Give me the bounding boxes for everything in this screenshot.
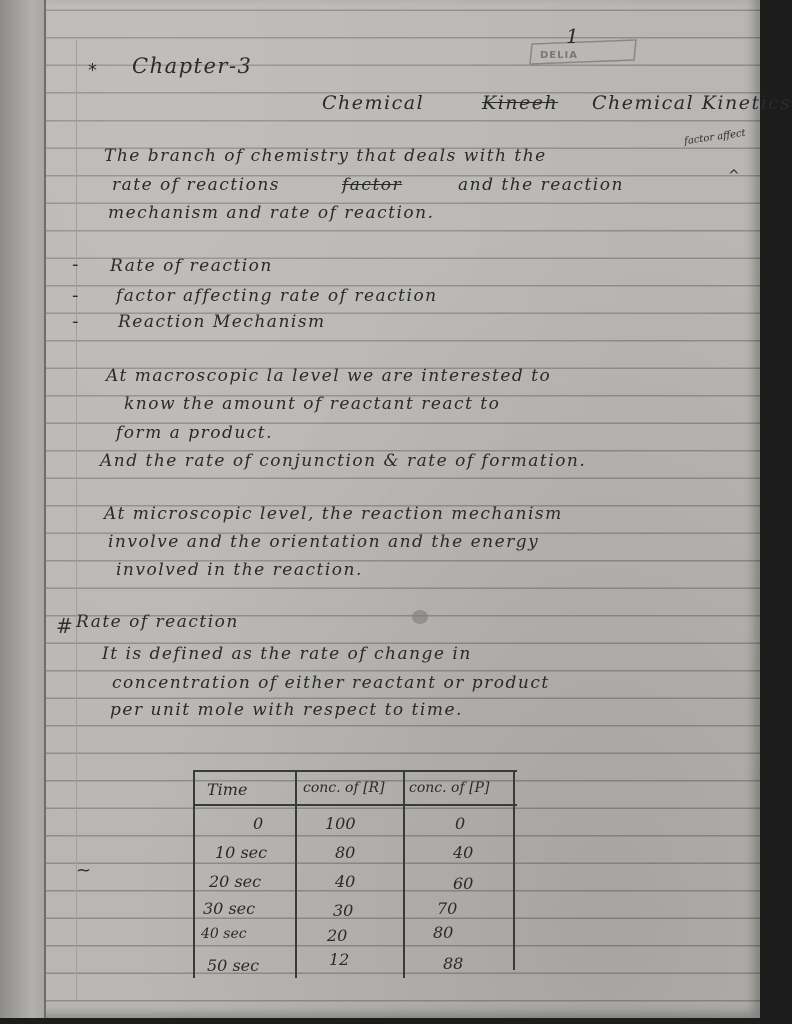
table-cell: 30 bbox=[333, 901, 354, 920]
table-cell: 60 bbox=[453, 874, 474, 893]
table-cell: 80 bbox=[335, 843, 356, 862]
table-cell: 50 sec bbox=[207, 956, 260, 975]
microscopic-line-1: At microscopic level, the reaction mechanism bbox=[104, 504, 563, 524]
section-hash-mark: # bbox=[56, 614, 73, 638]
microscopic-line-3: involved in the reaction. bbox=[116, 560, 363, 580]
title-struck: Kineeh bbox=[482, 92, 559, 114]
rate-definition-line-1: It is defined as the rate of change in bbox=[102, 644, 472, 664]
table-cell: 20 bbox=[327, 926, 348, 945]
page-title: Chemical Kinetics bbox=[592, 92, 792, 114]
topic-bullet: - bbox=[72, 254, 79, 275]
topic-bullet: - bbox=[72, 285, 79, 306]
table-column-divider bbox=[295, 770, 297, 978]
title-prefix: Chemical bbox=[322, 92, 425, 114]
macroscopic-line-4: And the rate of conjunction & rate of formation. bbox=[100, 451, 587, 471]
topic-item-mechanism: Reaction Mechanism bbox=[118, 312, 326, 332]
table-cell: 70 bbox=[437, 899, 458, 918]
table-cell: 40 bbox=[453, 843, 474, 862]
table-header-time: Time bbox=[207, 780, 248, 799]
spine-line bbox=[44, 0, 46, 1018]
topic-item-factors: factor affecting rate of reaction bbox=[116, 286, 438, 306]
macroscopic-line-1: At macroscopic la level we are interested to bbox=[106, 366, 552, 386]
chapter-heading: Chapter-3 bbox=[132, 54, 253, 78]
rate-definition-line-2: concentration of either reactant or product bbox=[112, 673, 550, 693]
table-column-divider bbox=[403, 770, 405, 978]
table-cell: 30 sec bbox=[203, 899, 256, 918]
table-header-reactant: conc. of [R] bbox=[303, 780, 385, 796]
definition-line-2b: and the reaction bbox=[458, 175, 624, 195]
logo-text: DELIA bbox=[540, 50, 578, 61]
table-cell: 0 bbox=[455, 814, 466, 833]
table-header-divider bbox=[193, 804, 517, 806]
margin-line bbox=[76, 40, 77, 1000]
topic-bullet: - bbox=[72, 311, 79, 332]
table-header-product: conc. of [P] bbox=[409, 780, 490, 796]
insert-note: factor affect bbox=[683, 127, 747, 148]
side-mark: ~ bbox=[76, 860, 92, 881]
table-cell: 80 bbox=[433, 923, 454, 942]
section-heading: Rate of reaction bbox=[76, 612, 239, 632]
rate-definition-line-3: per unit mole with respect to time. bbox=[110, 700, 463, 720]
table-cell: 88 bbox=[443, 954, 464, 973]
notebook-logo bbox=[524, 24, 642, 70]
table-cell: 100 bbox=[325, 814, 356, 833]
page-number: 1 bbox=[566, 24, 579, 48]
ink-smudge bbox=[412, 610, 428, 624]
table-right-border bbox=[513, 770, 515, 970]
definition-line-2-struck: factor bbox=[342, 175, 403, 195]
table-top-border bbox=[193, 770, 517, 772]
macroscopic-line-2: know the amount of reactant react to bbox=[124, 394, 501, 414]
table-cell: 40 sec bbox=[201, 926, 247, 942]
star-mark: * bbox=[88, 60, 97, 81]
definition-line-1: The branch of chemistry that deals with the bbox=[104, 146, 547, 166]
notebook-spine bbox=[0, 0, 46, 1018]
table-left-border bbox=[193, 770, 195, 978]
insert-caret-icon: ^ bbox=[728, 168, 740, 184]
microscopic-line-2: involve and the orientation and the energy bbox=[108, 532, 540, 552]
definition-line-2a: rate of reactions bbox=[112, 175, 281, 195]
table-cell: 0 bbox=[253, 814, 264, 833]
table-cell: 20 sec bbox=[209, 872, 262, 891]
macroscopic-line-3: form a product. bbox=[116, 423, 274, 443]
concentration-table bbox=[185, 770, 517, 978]
table-cell: 12 bbox=[329, 950, 350, 969]
table-cell: 10 sec bbox=[215, 843, 268, 862]
definition-line-3: mechanism and rate of reaction. bbox=[108, 203, 435, 223]
topic-item-rate: Rate of reaction bbox=[110, 256, 273, 276]
table-cell: 40 bbox=[335, 872, 356, 891]
